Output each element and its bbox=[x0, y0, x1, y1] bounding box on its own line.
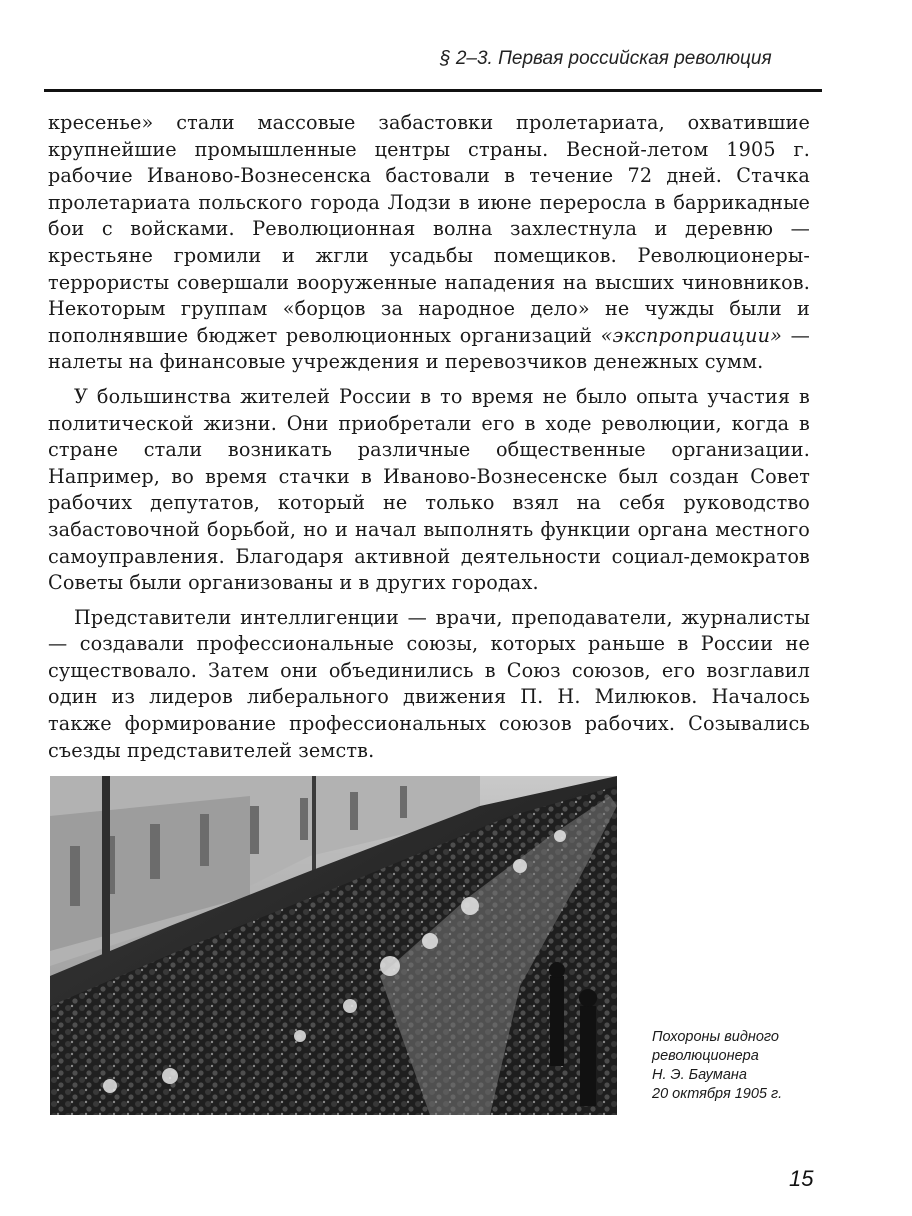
paragraph-3: Представители интеллигенции — врачи, преподаватели, журналисты — создавали профессиональные союзы, которых раньше в России не существовало. Затем они объединились в Союз союзов, его возглавил один из лидеров либерального движения П. Н. Милюков. Началось также формирование профессиональных союзов рабочих. Созывались съезды представителей земств. bbox=[48, 605, 810, 762]
caption-line: Н. Э. Баумана bbox=[652, 1067, 747, 1083]
funeral-photo bbox=[50, 776, 617, 1115]
figure-caption bbox=[652, 1028, 822, 1104]
caption-line: Похороны видного bbox=[652, 1029, 779, 1045]
caption-line: 20 октября 1905 г. bbox=[652, 1086, 783, 1102]
paragraph-2: У большинства жителей России в то время не было опыта участия в политической жизни. Они приобретали его в ходе революции, когда в стране стали возникать различные общественные организации. Например, во время стачки в Иваново-Вознесенске был создан Совет рабочих депутатов, который не только взял на себя руководство забастовочной борьбой, но и начал выполнять функции органа местного самоуправления. Благодаря активной деятельности социал-демократов Советы были организованы и в других городах. bbox=[48, 384, 810, 595]
body-text bbox=[48, 110, 810, 764]
paragraph-1 bbox=[48, 110, 810, 376]
header-rule bbox=[44, 89, 822, 92]
caption-line: революционера bbox=[652, 1048, 759, 1064]
page-number: 15 bbox=[789, 1166, 814, 1191]
paragraph-1-text-b: — налеты на финансовые учреждения и перевозчиков денежных сумм. bbox=[48, 323, 810, 374]
running-head-title: § 2–3. Первая российская революция bbox=[440, 48, 772, 69]
paragraph-1-text-a: кресенье» стали массовые забастовки пролетариата, охватившие крупнейшие промышленные центры страны. Весной-летом 1905 г. рабочие Иваново-Вознесенска бастовали в течение 72 дней. Стачка пролетариата польского города Лодзи в июне переросла в баррикадные бои с войсками. Революционная волна захлестнула и деревню — крестьяне громили и жгли усадьбы помещиков. Революционеры-террористы совершали вооруженные нападения на высших чиновников. Некоторым группам «борцов за народное дело» не чужды были и пополнявшие бюджет революционных организаций bbox=[48, 111, 810, 347]
paragraph-1-emphasis: «экспроприации» bbox=[600, 323, 783, 347]
